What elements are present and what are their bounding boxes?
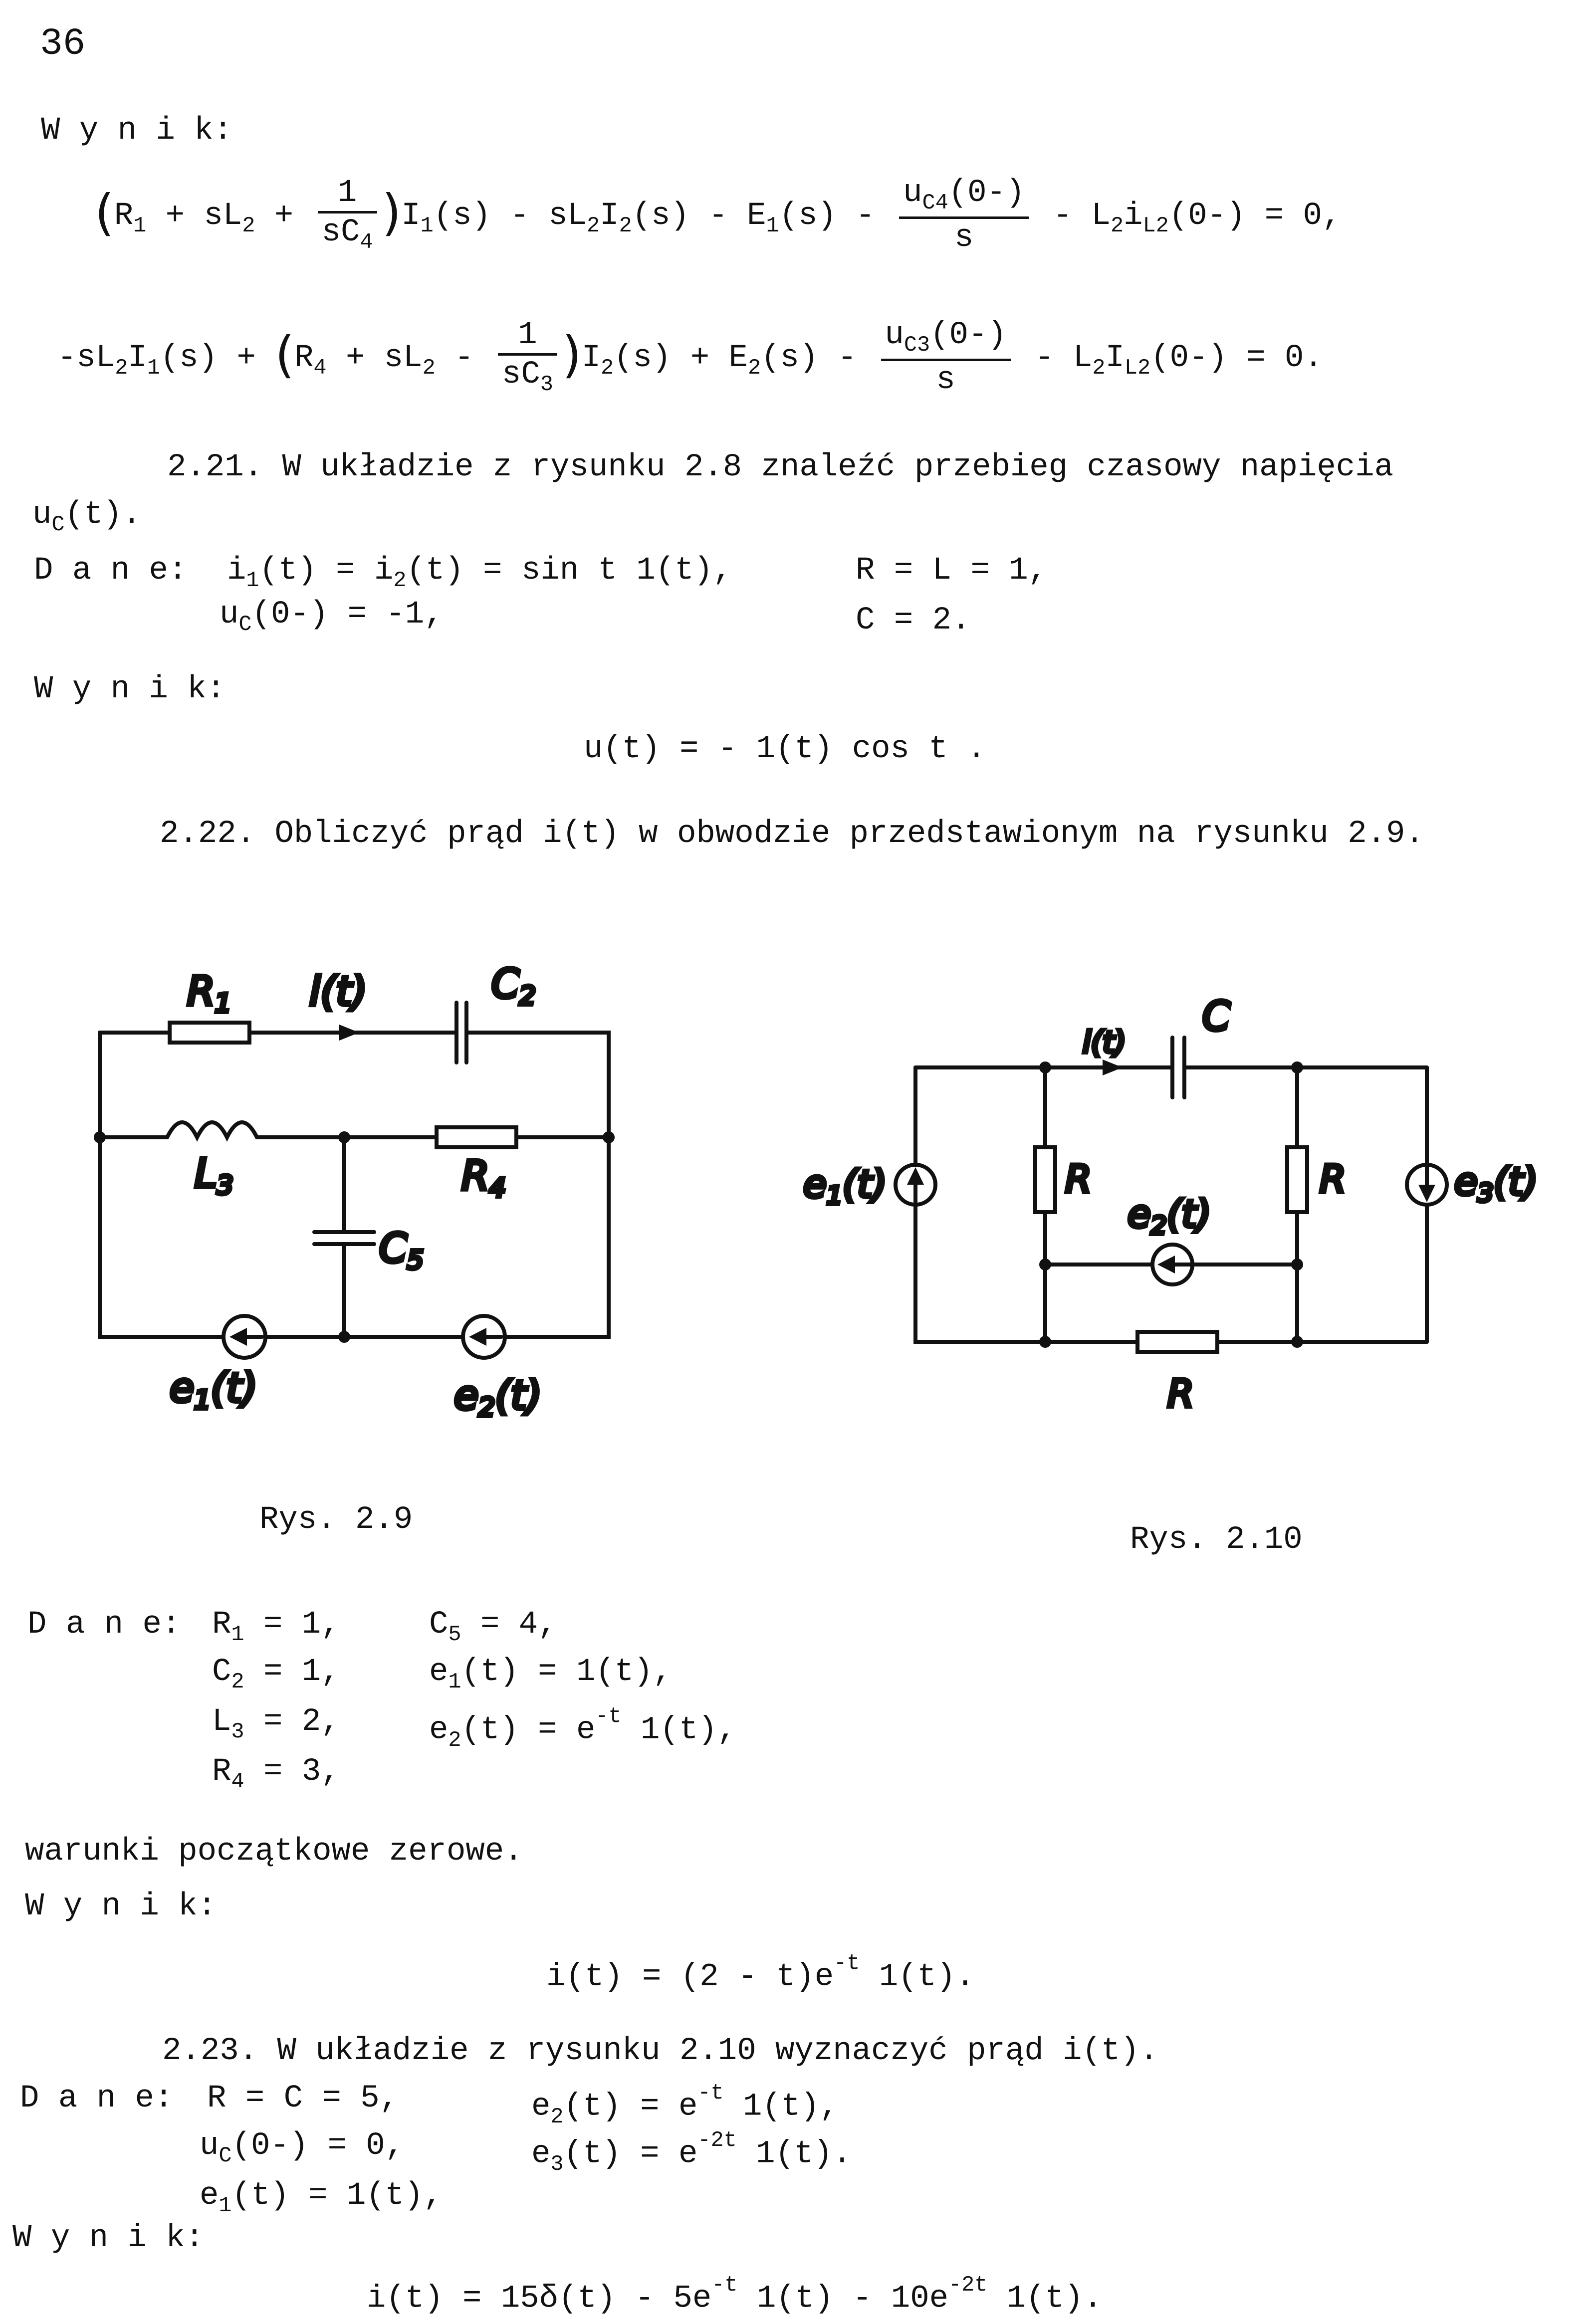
label-r-right: R: [1320, 1157, 1346, 1201]
resistor-r-bottom: [1137, 1332, 1217, 1352]
node: [338, 1131, 350, 1143]
resistor-r4: [437, 1127, 516, 1147]
given-e2: $e_2(t) = e^{-t}$ 1(t),: [429, 1704, 737, 1753]
label-e2: e2(t): [454, 1372, 542, 1423]
given-label: D a n e:: [20, 2081, 174, 2116]
resistor-r-left: [1035, 1147, 1055, 1212]
page-number: 36: [40, 22, 86, 65]
given-e1: $e_1(t) = 1(t)$,: [200, 2178, 443, 2219]
given-uc: $u_C(0-) = 0$,: [200, 2128, 405, 2169]
given-r4: $R_4 = 3$,: [212, 1754, 340, 1795]
given-rc: R = C = 5,: [207, 2081, 399, 2116]
label-c5: C5: [379, 1225, 424, 1275]
label-r-left: R: [1065, 1157, 1092, 1201]
fraction: $\frac{1}{sC_4}$: [318, 177, 377, 254]
result-label: W y n i k:: [12, 2220, 205, 2256]
problem-2-23-text: 2.23. W układzie z rysunku 2.10 wyznaczyć prąd i(t).: [162, 2033, 1159, 2069]
problem-2-21-text: 2.21. W układzie z rysunku 2.8 znaleźć przebieg czasowy napięcia: [167, 449, 1393, 485]
given-rl: R = L = 1,: [856, 553, 1048, 589]
given-c: C = 2.: [856, 603, 971, 638]
node: [338, 1331, 350, 1343]
label-r1: R1: [187, 968, 231, 1019]
node: [1291, 1259, 1303, 1270]
node: [1039, 1259, 1051, 1270]
given-r1: $R_1 = 1$,: [212, 1607, 340, 1648]
label-e1: e1(t): [170, 1365, 258, 1415]
node: [1291, 1061, 1303, 1073]
label-current: i(t): [1083, 1025, 1127, 1060]
node: [94, 1131, 106, 1143]
caption-fig-2-9: Rys. 2.9: [259, 1502, 413, 1538]
caption-fig-2-10: Rys. 2.10: [1130, 1522, 1303, 1558]
current-arrow: [339, 1025, 359, 1041]
problem-2-22-text: 2.22. Obliczyć prąd i(t) w obwodzie przedstawionym na rysunku 2.9.: [160, 816, 1424, 852]
result-2-21: u(t) = - 1(t) cos t .: [584, 731, 986, 767]
current-arrow: [1103, 1059, 1123, 1075]
resistor-r-right: [1287, 1147, 1307, 1212]
label-r-bottom: R: [1167, 1371, 1194, 1416]
node: [1039, 1061, 1051, 1073]
given-c2: $C_2 = 1$,: [212, 1654, 340, 1695]
result-2-22: $i(t) = (2 - t)e^{-t}$ 1(t).: [546, 1951, 975, 1995]
result-label: W y n i k:: [34, 671, 226, 707]
result-label: W y n i k:: [25, 1889, 217, 1924]
label-c: C: [1202, 993, 1230, 1040]
given-c5: $C_5 = 4$,: [429, 1607, 557, 1648]
equation-1: ($R_1 + sL_2$ + $\frac{1}{sC_4}$ )$I_1(s) - sL_2I_2(s) - E_1(s)$ - $\frac{u_{C4}(0-)}{s}$ - $L_2i_{L2}(0-) = 0$,: [95, 175, 1342, 256]
label-e1: e1(t): [803, 1162, 887, 1210]
label-r4: R4: [461, 1153, 506, 1203]
given-uc: $u_C(0-) = -1$,: [220, 597, 444, 637]
resistor-r1: [170, 1023, 249, 1043]
result-label: W y n i k:: [41, 113, 233, 149]
fraction: $\frac{1}{sC_3}$: [498, 319, 557, 396]
equation-2: $-sL_2I_1(s) + (R_4 + sL_2$ - $\frac{1}{sC_3}$ )$I_2(s) + E_2(s)$ - $\frac{u_{C3}(0-)}{s}$ - $L_2I_{L2}(0-) = 0$.: [57, 317, 1323, 398]
label-current: i(t): [309, 968, 368, 1015]
circuit-figure-2-10: [773, 993, 1572, 1442]
given-e2: $e_2(t) = e^{-t}$ 1(t),: [531, 2081, 839, 2129]
given-currents: $i_1(t) = i_2(t) = \sin t$ 1(t),: [227, 553, 732, 594]
given-label: D a n e:: [34, 553, 188, 589]
given-e1: $e_1(t) = 1(t)$,: [429, 1654, 672, 1695]
node: [603, 1131, 615, 1143]
given-l3: $L_3 = 2$,: [212, 1704, 340, 1745]
given-e3: $e_3(t) = e^{-2t}$ 1(t).: [531, 2128, 852, 2177]
fraction: $\frac{u_{C3}(0-)}{s}$: [881, 319, 1011, 396]
label-e2: e2(t): [1128, 1192, 1211, 1240]
label-c2: C2: [491, 963, 536, 1011]
label-l3: L3: [195, 1150, 233, 1201]
node: [1291, 1336, 1303, 1348]
label-e3: e3(t): [1454, 1159, 1538, 1208]
given-label: D a n e:: [27, 1607, 181, 1643]
fraction: $\frac{u_{C4}(0-)}{s}$: [899, 177, 1029, 254]
node: [1039, 1336, 1051, 1348]
circuit-figure-2-9: [75, 963, 683, 1447]
problem-2-21-text-cont: $u_C(t)$.: [32, 497, 142, 538]
initial-conditions: warunki początkowe zerowe.: [25, 1834, 523, 1870]
result-2-23: $i(t) = 15\delta(t) - 5e^{-t}$ $1(t) - 10e^{-2t}$ 1(t).: [367, 2273, 1103, 2317]
inductor-l3: [167, 1122, 257, 1137]
